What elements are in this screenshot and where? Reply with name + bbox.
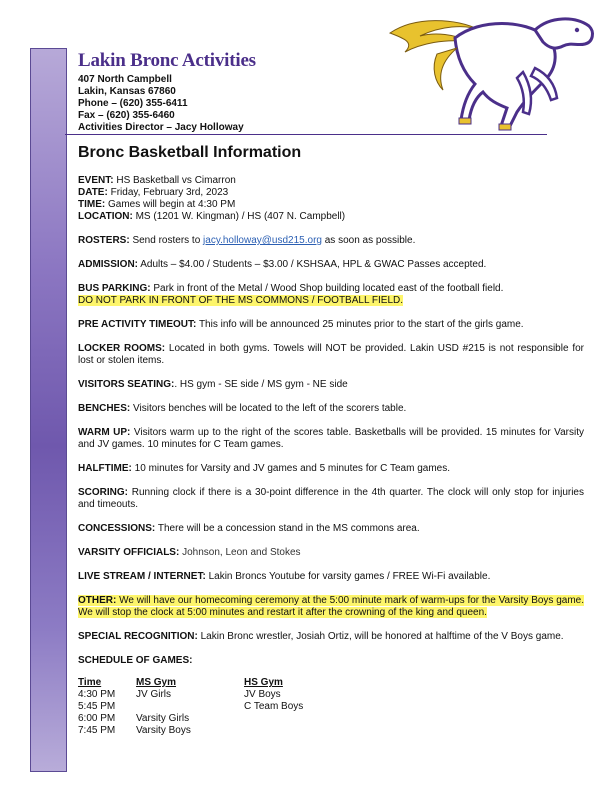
address-line-1: 407 North Campbell <box>78 74 172 85</box>
decorative-sidebar-bar <box>30 48 67 772</box>
page-title: Bronc Basketball Information <box>78 144 302 161</box>
recognition-text: Lakin Bronc wrestler, Josiah Ortiz, will be honored at halftime of the V Boys game. <box>197 631 564 642</box>
bus-text: Park in front of the Metal / Wood Shop building located east of the football field. <box>150 283 504 294</box>
schedule-heading: SCHEDULE OF GAMES: <box>78 655 193 666</box>
concessions-section <box>78 523 584 535</box>
locker-label: LOCKER ROOMS: <box>78 343 166 354</box>
table-cell: 6:00 PM <box>78 713 116 724</box>
table-cell: JV Girls <box>136 689 171 700</box>
location-label: LOCATION: <box>78 211 133 222</box>
col-header-hs-gym: HS Gym <box>244 677 283 688</box>
table-row <box>78 713 364 725</box>
halftime-section <box>78 463 584 475</box>
seating-text: . HS gym - SE side / MS gym - NE side <box>174 379 348 390</box>
seating-section <box>78 379 584 391</box>
other-section <box>78 595 584 619</box>
timeout-text: This info will be announced 25 minutes prior to the start of the girls game. <box>196 319 524 330</box>
table-cell <box>136 701 244 713</box>
table-row <box>78 689 364 701</box>
locker-rooms-section <box>78 343 584 367</box>
rosters-post: as soon as possible. <box>321 235 416 246</box>
header-divider <box>65 134 547 135</box>
director-line: Activities Director – Jacy Holloway <box>78 122 244 133</box>
phone-line: Phone – (620) 355-6411 <box>78 98 188 109</box>
table-cell <box>244 725 364 737</box>
table-cell <box>244 713 364 725</box>
bronco-horse-icon <box>385 8 600 133</box>
scoring-section <box>78 487 584 511</box>
director-email-link[interactable]: jacy.holloway@usd215.org <box>203 235 322 246</box>
stream-label: LIVE STREAM / INTERNET: <box>78 571 206 582</box>
bus-label: BUS PARKING: <box>78 283 151 294</box>
rosters-section <box>78 235 584 247</box>
concessions-text: There will be a concession stand in the MS commons area. <box>155 523 420 534</box>
admission-text: Adults – $4.00 / Students – $3.00 / KSHSAA, HPL & GWAC Passes accepted. <box>138 259 487 270</box>
halftime-label: HALFTIME: <box>78 463 132 474</box>
benches-label: BENCHES: <box>78 403 131 414</box>
officials-label: VARSITY OFFICIALS: <box>78 547 180 558</box>
benches-text: Visitors benches will be located to the left of the scorers table. <box>130 403 407 414</box>
date-value: Friday, February 3rd, 2023 <box>107 187 229 198</box>
officials-text: Johnson, Leon and Stokes <box>179 547 301 558</box>
event-label: EVENT: <box>78 175 114 186</box>
other-text: We will have our homecoming ceremony at the 5:00 minute mark of warm-ups for the Varsity Boys game. We will stop the clock at 5:00 minutes and restart it after the crowning of the king and queen. <box>78 595 584 618</box>
bus-parking-section <box>78 283 584 307</box>
table-cell: Varsity Girls <box>136 713 190 724</box>
locker-text: Located in both gyms. Towels will NOT be provided. Lakin USD #215 is not responsible for lost or stolen items. <box>78 343 584 366</box>
scoring-text: Running clock if there is a 30-point difference in the 4th quarter. The clock will only stop for injuries and timeouts. <box>78 487 584 510</box>
schedule-header-row <box>78 677 364 689</box>
admission-section <box>78 259 584 271</box>
table-row <box>78 725 364 737</box>
schedule-section <box>78 655 584 737</box>
fax-line: Fax – (620) 355-6460 <box>78 110 175 121</box>
halftime-text: 10 minutes for Varsity and JV games and 5 minutes for C Team games. <box>131 463 451 474</box>
other-label: OTHER: <box>78 595 117 606</box>
table-row <box>78 701 364 713</box>
recognition-section <box>78 631 584 643</box>
col-header-ms-gym: MS Gym <box>136 677 177 688</box>
warmup-text: Visitors warm up to the right of the scores table. Basketballs will be provided. 15 minutes for Varsity and JV games. 10 minutes for C Team games. <box>78 427 584 450</box>
letterhead <box>78 50 256 134</box>
concessions-label: CONCESSIONS: <box>78 523 156 534</box>
table-cell: 7:45 PM <box>78 725 116 736</box>
scoring-label: SCORING: <box>78 487 128 498</box>
livestream-section <box>78 571 584 583</box>
date-label: DATE: <box>78 187 108 198</box>
event-value: HS Basketball vs Cimarron <box>113 175 236 186</box>
officials-section <box>78 547 584 559</box>
org-title: Lakin Bronc Activities <box>78 50 256 71</box>
table-cell: Varsity Boys <box>136 725 191 736</box>
table-cell: 4:30 PM <box>78 689 116 700</box>
timeout-label: PRE ACTIVITY TIMEOUT: <box>78 319 197 330</box>
time-value: Games will begin at 4:30 PM <box>105 199 236 210</box>
schedule-table <box>78 677 364 737</box>
col-header-time: Time <box>78 677 102 688</box>
table-cell: JV Boys <box>244 689 281 700</box>
table-cell: 5:45 PM <box>78 701 116 712</box>
warmup-section <box>78 427 584 451</box>
location-value: MS (1201 W. Kingman) / HS (407 N. Campbell) <box>132 211 346 222</box>
seating-label: VISITORS SEATING: <box>78 379 175 390</box>
rosters-pre: Send rosters to <box>129 235 204 246</box>
org-address <box>78 74 256 134</box>
timeout-section <box>78 319 584 331</box>
recognition-label: SPECIAL RECOGNITION: <box>78 631 198 642</box>
benches-section <box>78 403 584 415</box>
warmup-label: WARM UP: <box>78 427 131 438</box>
event-details <box>78 175 584 223</box>
admission-label: ADMISSION: <box>78 259 138 270</box>
address-line-2: Lakin, Kansas 67860 <box>78 86 176 97</box>
stream-text: Lakin Broncs Youtube for varsity games / FREE Wi-Fi available. <box>205 571 491 582</box>
document-body <box>78 144 584 749</box>
time-label: TIME: <box>78 199 106 210</box>
table-cell: C Team Boys <box>244 701 304 712</box>
parking-warning: DO NOT PARK IN FRONT OF THE MS COMMONS / FOOTBALL FIELD. <box>78 295 404 306</box>
rosters-label: ROSTERS: <box>78 235 130 246</box>
